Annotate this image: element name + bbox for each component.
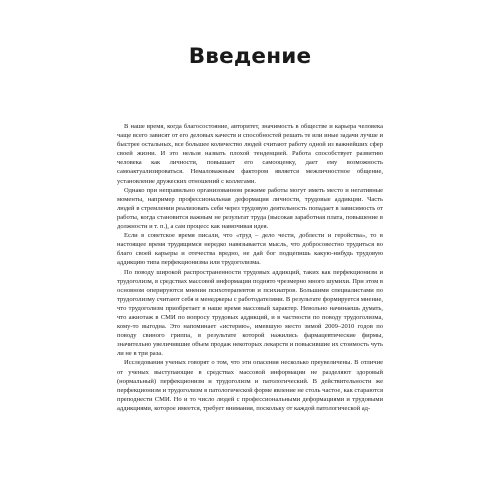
paragraph: Исследования ученых говорят о том, что эти опасения несколько преувеличены. В отличие от ученых выступающие в средствах массовой информации не разделяют здоровый (нормальный) перфекционизм и трудоголизм и патологический. В действительности же перфекционизм и трудоголизм в патологической форме явление не столь частое, как стараются преподнести СМИ. Но и то число людей с профессиональными деформациями и трудовыми аддикциями, которое имеется, требует внимания, поскольку от каждой патологической ад- (117, 359, 383, 412)
paragraph: Если в советское время писали, что «труд – дело чести, доблести и геройства», то в настоящее время трудящимся нередко навязывается мысль, что добросовестно трудиться во благо своей карьеры и отечества вредно, не дай бог подцепишь какую-нибудь трудовую аддикцию типа перфекционизма или трудоголизма. (117, 232, 383, 267)
body-text (117, 122, 383, 413)
chapter-title: Введение (188, 44, 312, 69)
paragraph: В наше время, когда благосостояние, авторитет, значимость в обществе и карьера человека чаще всего зависят от его деловых качеств и способностей решать те или иные задачи лучше и быстрее остальных, все большее количество людей считают работу одной из важнейших сфер своей жизни. И это нельзя назвать плохой тенденцией. Работа способствует развитию человека как личности, повышает его самооценку, дает ему возможность самоактуализироваться. Немаловажным фактором является межличностное общение, установление дружеских отношений с коллегами. (117, 123, 383, 185)
paragraph: По поводу широкой распространенности трудовых аддикций, таких как перфекционизм и трудоголизм, в средствах массовой информации поднято чрезмерно много шумихи. При этом в основном оперируются мнения психотерапевтов и психиатров. Большими специалистами по трудоголизму считают себя и менеджеры с работодателями. В результате формируется мнение, что трудоголизм приобретает в наше время массовый характер. Невольно начинаешь думать, что ажиотаж в СМИ по вопросу трудовых аддикций, и в частности по поводу трудоголизма, кому-то выгодна. Это напоминает «истерию», имевшую место зимой 2009–2010 годов по поводу свиного гриппа, в результате которой нажились фармацевтические фирмы, значительно увеличившие объем продаж некоторых лекарств и повысившие их стоимость чуть ли не в три раза. (117, 268, 383, 358)
paragraph: Однако при неправильно организованном режиме работы могут иметь место и негативные моменты, например профессиональная деформация личности, трудовые аддикции. Часть людей в стремлении реализовать себя через трудовую деятельность попадает в зависимость от работы, когда становится важным не результат труда (высокая заработная плата, повышение в должности и т. п.), а сам процесс как навязчивая идея. (117, 186, 383, 231)
